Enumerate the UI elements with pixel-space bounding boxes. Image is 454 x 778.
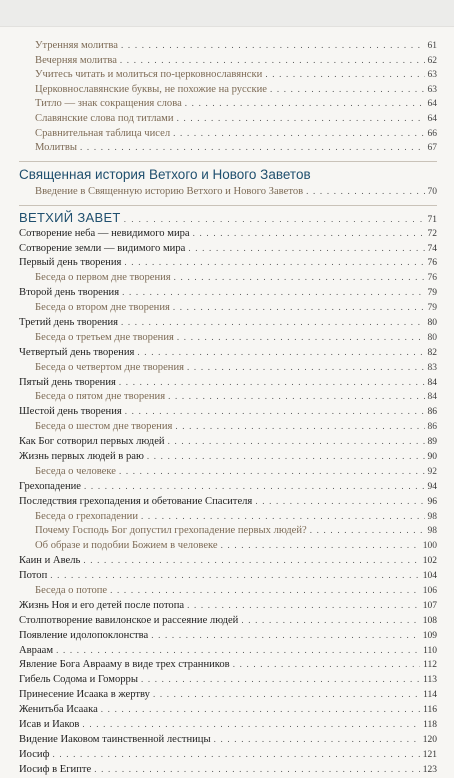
entry-page: 112 [423,660,437,671]
dot-leader [110,583,420,598]
toc-entry[interactable] [19,419,437,434]
toc-entry[interactable] [19,479,437,494]
toc-entry[interactable] [19,96,437,111]
toc-entry[interactable] [19,315,437,330]
entry-title: Грехопадение [19,480,82,492]
entry-title: Почему Господь Бог допустил грехопадение первых людей? [35,525,307,537]
toc-entry[interactable] [19,82,437,97]
entry-title: Об образе и подобии Божием в человеке [35,540,218,552]
dot-leader [101,702,420,717]
toc-entry[interactable] [19,330,437,345]
dot-leader [193,226,425,241]
entry-title: Принесение Исаака в жертву [19,689,150,701]
toc-entry[interactable] [19,702,437,717]
entry-page: 86 [427,407,437,418]
toc-entry[interactable] [19,553,437,568]
dot-leader [56,643,420,658]
entry-page: 107 [422,600,437,611]
part-title: ВЕТХИЙ ЗАВЕТ [19,209,121,225]
entry-title: Беседа о человеке [35,465,116,477]
entry-page: 100 [422,541,437,552]
toc-entry[interactable] [19,643,437,658]
entry-title: Сравнительная таблица чисел [35,127,171,139]
intro-entry[interactable] [19,184,437,199]
dot-leader [141,672,420,687]
part-heading[interactable] [19,210,437,226]
toc-entry[interactable] [19,747,437,762]
entry-title: Явление Бога Аврааму в виде трех странников [19,659,230,671]
dot-leader [214,732,420,747]
entry-page: 96 [427,496,437,507]
dot-leader [270,82,425,97]
entry-page: 66 [427,128,437,139]
entry-title: Беседа о потопе [35,585,108,597]
toc-entry[interactable] [19,241,437,256]
dot-leader [84,479,424,494]
dot-leader [310,523,425,538]
entry-title: Беседа о втором дне творения [35,302,170,314]
toc-entry[interactable] [19,345,437,360]
entry-page: 79 [427,303,437,314]
entry-page: 76 [427,258,437,269]
dot-leader [168,434,425,449]
entry-title: Жизнь Ноя и его детей после потопа [19,599,185,611]
entry-page: 82 [427,347,437,358]
toc-entry[interactable] [19,255,437,270]
entry-page: 121 [422,749,437,760]
entry-page: 84 [427,392,437,403]
dot-leader [151,628,420,643]
entry-title: Шестой день творения [19,406,122,418]
dot-leader [241,613,419,628]
toc-entry[interactable] [19,300,437,315]
entry-page: 89 [427,437,437,448]
entry-title: Третий день творения [19,316,118,328]
entry-title: Титло — знак сокращения слова [35,98,182,110]
entry-page: 116 [423,705,437,716]
entry-page: 80 [427,332,437,343]
entry-page: 104 [422,571,437,582]
dot-leader [147,449,425,464]
entry-title: Четвертый день творения [19,346,135,358]
toc-entry[interactable] [19,404,437,419]
entry-title: Церковнославянские буквы, не похожие на русские [35,83,267,95]
entry-title: Видение Иаковом таинственной лестницы [19,733,211,745]
toc-entry[interactable] [19,38,437,53]
dot-leader [122,285,424,300]
entry-title: Учитесь читать и молиться по-церковнославянски [35,69,263,81]
entry-title: Жизнь первых людей в раю [19,451,144,462]
entry-title: Столпотворение вавилонское и рассеяние людей [19,614,239,626]
entry-page: 86 [427,422,437,433]
entry-page: 63 [427,84,437,95]
toc-entry[interactable] [19,598,437,613]
dot-leader [125,404,425,419]
entry-page: 62 [427,55,437,66]
dot-leader [265,67,424,82]
entry-title: Гибель Содома и Гоморры [19,674,138,686]
toc-entry[interactable] [19,464,437,479]
toc-entry[interactable] [19,360,437,375]
entry-page: 83 [427,362,437,373]
toc-entry[interactable] [19,717,437,732]
entry-title: Исав и Иаков [19,719,80,731]
toc-entry[interactable] [19,657,437,672]
dot-leader [82,717,420,732]
entry-title: Иосиф в Египте [19,763,92,775]
entry-page: 123 [422,764,437,775]
entry-title: Как Бог сотворил первых людей [19,436,165,448]
entry-page: 114 [423,690,437,701]
dot-leader [177,111,425,126]
toc-entry[interactable] [19,732,437,747]
toc-entry[interactable] [19,628,437,643]
entry-title: Иосиф [19,748,50,760]
entry-title: Беседа о пятом дне творения [35,391,166,403]
toc-entry[interactable] [19,53,437,68]
part-page: 71 [427,214,437,225]
toc-entry[interactable] [19,226,437,241]
entry-page: 108 [422,615,437,626]
entry-page: 106 [422,586,437,597]
dot-leader [141,509,425,524]
entry-title: Утренняя молитва [35,40,119,51]
dot-leader [306,184,424,199]
entry-title: Беседа о третьем дне творения [35,331,174,343]
entry-title: Появление идолопоклонства [19,629,149,641]
entry-page: 80 [427,317,437,328]
table-of-contents [19,38,437,777]
entry-title: Сотворение земли — видимого мира [19,242,186,254]
entry-page: 94 [427,481,437,492]
entry-title: Пятый день творения [19,376,116,388]
dot-leader [255,494,424,509]
toc-entry[interactable] [19,270,437,285]
entry-title: Беседа о четвертом дне творения [35,361,185,373]
dot-leader [119,464,425,479]
dot-leader [221,538,420,553]
dot-leader [188,241,424,256]
entry-title: Каин и Авель [19,555,81,567]
entry-page: 63 [427,70,437,81]
toc-entry[interactable] [19,434,437,449]
entry-title: Авраам [19,644,54,656]
toc-entry[interactable] [19,509,437,524]
entry-title: Беседа о шестом дне творения [35,421,173,433]
entry-page: 98 [427,526,437,537]
dot-leader [94,762,420,777]
section-divider [19,161,437,162]
entry-title: Второй день творения [19,287,120,299]
dot-leader [177,330,425,345]
entry-page: 61 [427,41,437,51]
dot-leader [83,553,419,568]
dot-leader [175,419,424,434]
dot-leader [187,598,420,613]
entry-page: 84 [427,377,437,388]
entry-title: Славянские слова под титлами [35,112,174,124]
entry-page: 92 [427,466,437,477]
dot-leader [119,375,425,390]
entry-page: 70 [427,186,437,197]
toc-entry[interactable] [19,583,437,598]
entry-page: 109 [422,630,437,641]
entry-title: Вечерняя молитва [35,54,117,66]
entry-page: 76 [427,273,437,284]
part-divider [19,205,437,206]
entry-title: Сотворение неба — невидимого мира [19,227,190,239]
entry-page: 90 [427,452,437,462]
entry-title: Потоп [19,570,48,582]
entry-page: 64 [427,113,437,124]
toc-entry[interactable] [19,762,437,777]
entry-page: 72 [427,228,437,239]
entry-page: 98 [427,511,437,522]
toc-entry[interactable] [19,140,437,155]
toc-entry[interactable] [19,449,437,464]
toc-entry[interactable] [19,111,437,126]
page-top-shadow [0,0,454,27]
toc-entry[interactable] [19,523,437,538]
entry-title: Введение в Священную историю Ветхого и Нового Заветов [35,185,304,197]
dot-leader [121,315,425,330]
dot-leader [187,360,424,375]
dot-leader [124,214,425,224]
entry-page: 79 [427,288,437,299]
entry-title: Беседа о грехопадении [35,510,138,522]
entry-page: 74 [427,243,437,254]
section-title: Священная история Ветхого и Нового Заветов [19,166,311,182]
entry-page: 64 [427,99,437,110]
entry-page: 118 [423,720,437,731]
dot-leader [173,300,425,315]
entry-title: Первый день творения [19,257,122,269]
toc-entry[interactable] [19,538,437,553]
entry-title: Молитвы [35,142,78,154]
dot-leader [80,140,424,155]
toc-entry[interactable] [19,613,437,628]
entry-page: 110 [423,645,437,656]
toc-entry[interactable] [19,285,437,300]
toc-entry[interactable] [19,568,437,583]
entry-title: Женитьба Исаака [19,704,98,716]
toc-entry[interactable] [19,389,437,404]
toc-entry[interactable] [19,375,437,390]
entry-page: 67 [427,143,437,154]
dot-leader [173,126,424,141]
dot-leader [185,96,425,111]
toc-entry[interactable] [19,494,437,509]
entry-title: Беседа о первом дне творения [35,272,171,284]
dot-leader [120,53,425,68]
entry-title: Последствия грехопадения и обетование Спасителя [19,495,253,507]
dot-leader [50,568,419,583]
entry-page: 102 [422,556,437,567]
dot-leader [121,38,424,53]
dot-leader [174,270,425,285]
toc-entry[interactable] [19,126,437,141]
dot-leader [233,657,420,672]
toc-entry[interactable] [19,672,437,687]
toc-entry[interactable] [19,67,437,82]
entry-page: 120 [422,734,437,745]
old-testament-entries [19,226,437,777]
dot-leader [124,255,424,270]
prayer-entries [19,38,437,155]
dot-leader [168,389,424,404]
entry-page: 113 [423,675,437,686]
dot-leader [137,345,424,360]
dot-leader [52,747,419,762]
